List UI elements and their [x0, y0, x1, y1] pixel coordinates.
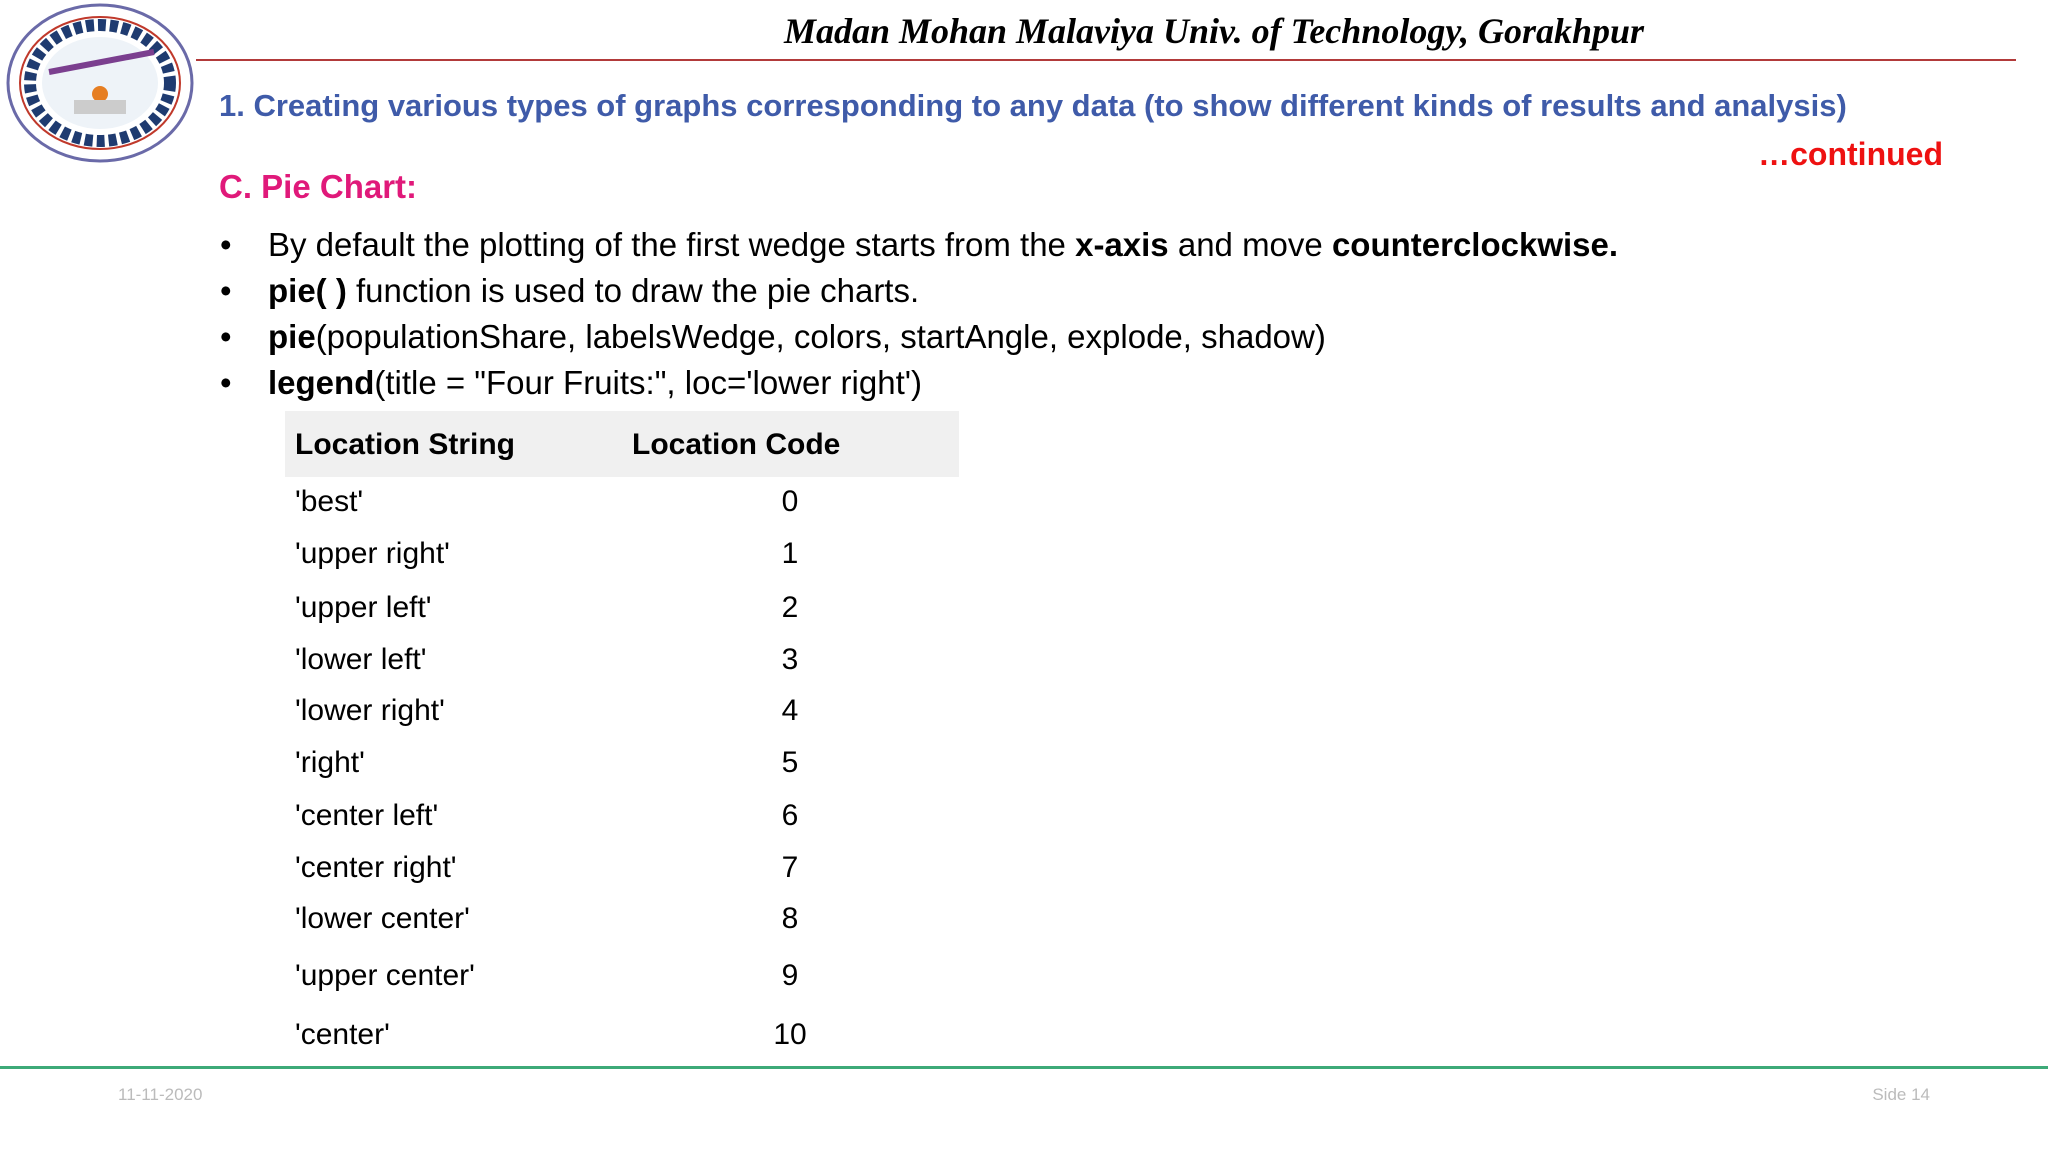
- location-code-cell: 10: [773, 1018, 807, 1051]
- column-header-location-string: Location String: [295, 428, 515, 461]
- bullet-text: pie: [268, 318, 316, 355]
- slide-heading: 1. Creating various types of graphs corresponding to any data (to show different kinds of results and analysis): [219, 88, 1847, 123]
- bullet-icon: •: [220, 318, 232, 355]
- location-string-cell: 'center right': [295, 851, 457, 884]
- bullet-item: [220, 226, 1618, 264]
- location-string-cell: 'lower right': [295, 694, 445, 727]
- bullet-text: (title = "Four Fruits:", loc='lower right'): [374, 364, 923, 401]
- bullet-text: (populationShare, labelsWedge, colors, startAngle, explode, shadow): [315, 318, 1326, 355]
- bullet-item: [220, 318, 1326, 356]
- university-title: Madan Mohan Malaviya Univ. of Technology, Gorakhpur: [783, 11, 1645, 51]
- bullet-icon: •: [220, 364, 232, 401]
- bullet-icon: •: [220, 272, 232, 309]
- slide-number: Side 14: [1872, 1085, 1930, 1104]
- bullet-text: x-axis: [1075, 226, 1169, 263]
- bullet-text: legend: [268, 364, 375, 401]
- location-code-cell: 8: [781, 902, 799, 935]
- location-code-cell: 4: [781, 694, 799, 727]
- column-header-location-code: Location Code: [632, 428, 841, 461]
- bullet-item: [220, 364, 922, 402]
- location-code-cell: 1: [781, 537, 799, 570]
- location-string-cell: 'upper left': [295, 591, 432, 624]
- continued-label: …continued: [1758, 136, 1943, 172]
- header-divider: [196, 59, 2016, 61]
- location-string-cell: 'lower center': [295, 902, 470, 935]
- location-string-cell: 'lower left': [295, 643, 427, 676]
- bullet-icon: •: [220, 226, 232, 263]
- bullet-item: [220, 272, 919, 310]
- bullet-text: and move: [1168, 226, 1332, 263]
- bullet-text: function is used to draw the pie charts.: [346, 272, 920, 309]
- location-code-cell: 2: [781, 591, 799, 624]
- footer-date: 11-11-2020: [118, 1085, 203, 1104]
- section-title: C. Pie Chart:: [219, 168, 418, 205]
- location-string-cell: 'best': [295, 485, 364, 518]
- bullet-text: pie( ): [268, 272, 347, 309]
- location-code-cell: 6: [781, 799, 799, 832]
- location-code-cell: 0: [781, 485, 799, 518]
- location-code-cell: 9: [781, 959, 799, 992]
- location-code-cell: 3: [781, 643, 799, 676]
- location-string-cell: 'center': [295, 1018, 390, 1051]
- location-string-cell: 'upper right': [295, 537, 450, 570]
- location-string-cell: 'right': [295, 746, 365, 779]
- footer-divider: [0, 1066, 2048, 1069]
- location-code-cell: 7: [781, 851, 799, 884]
- location-string-cell: 'upper center': [295, 959, 475, 992]
- location-code-cell: 5: [781, 746, 799, 779]
- bullet-text: By default the plotting of the first wedge starts from the: [268, 226, 1076, 263]
- bullet-text: counterclockwise.: [1331, 226, 1619, 263]
- location-string-cell: 'center left': [295, 799, 439, 832]
